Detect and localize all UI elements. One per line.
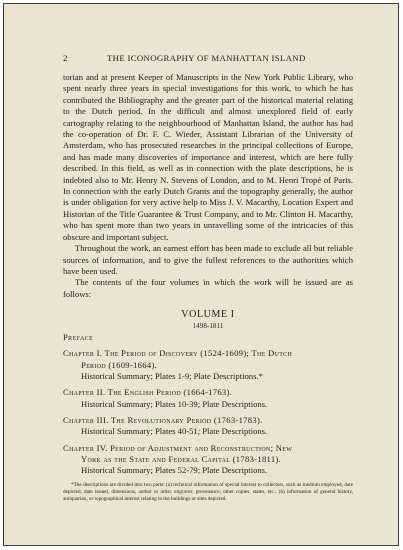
chapter-entry [63, 387, 353, 410]
running-head [63, 53, 353, 65]
body-text [63, 72, 353, 300]
footnote [63, 482, 353, 502]
chapter-entry [63, 348, 353, 382]
chapter-entry [63, 443, 353, 477]
chapter-heading: Chapter IV. Period of Adjustment and Reconstruction; New [63, 442, 293, 453]
contents-list [63, 332, 353, 476]
preface-entry: Preface [63, 332, 94, 343]
body-paragraph: The contents of the four volumes in which the work will be issued are as follows: [63, 277, 353, 299]
book-page [3, 3, 399, 546]
page-content [63, 53, 353, 502]
volume-title: VOLUME I [181, 309, 235, 321]
footnote-text: *The descriptions are divided into two parts: (a) technical information of special interest to collectors, such as medium employed, date depicted, date issued, dimensions, author or artist, engraver, provenance, other copies, states, etc.; (b) information of general history, antiquarian, or topographical interest relating to the buildings or sites depicted. [63, 482, 353, 502]
volume-date-range: 1498-1811 [192, 322, 224, 331]
volume-heading [63, 309, 353, 331]
chapter-details: Historical Summary; Plates 52-79; Plate Descriptions. [81, 465, 268, 476]
chapter-heading: Chapter II. The English Period (1664-1763). [63, 387, 233, 398]
chapter-heading-continued: York as the State and Federal Capital (1783-1811). [81, 453, 282, 464]
chapter-details: Historical Summary; Plates 1-9; Plate Descriptions.* [81, 371, 263, 382]
running-title: THE ICONOGRAPHY OF MANHATTAN ISLAND [107, 53, 306, 63]
chapter-heading: Chapter I. The Period of Discovery (1524-1609); The Dutch [63, 348, 293, 359]
chapter-details: Historical Summary; Plates 40-51; Plate Descriptions. [81, 426, 268, 437]
page-number: 2 [63, 53, 68, 63]
body-paragraph: Throughout the work, an earnest effort has been made to exclude all but reliable sources of information, and to give the fullest references to the authorities which have been used. [63, 243, 353, 276]
chapter-heading-continued: Period (1609-1664). [81, 359, 158, 370]
body-paragraph: torian and at present Keeper of Manuscripts in the New York Public Library, who spent nearly three years in special investigations for this work, to which he has contributed the Bibliography and the greater part of the historical material relating to the Dutch period. In the difficult and almost unexplored field of early cartography relating to the neighbourhood of Manhattan Island, the author has had the co-operation of Dr. F. C. Wieder, Assistant Librarian of the University of Amsterdam, who has prosecuted researches in the principal collections of Europe, and has made many discoveries of importance and interest, which are here fully described. In this field, as well as in connection with the plate descriptions, he is indebted also to Mr. Henry N. Stevens of London, and to M. Henri Tropé of Paris. In connection with the early Dutch Grants and the topography generally, the author is under obligation for very active help to Miss J. V. Macarthy, Location Expert and Historian of the Title Guarantee & Trust Company, and to Mr. Clinton H. Macarthy, who has spent more than two years in unravelling some of the intricacies of this obscure and important subject. [63, 72, 353, 242]
chapter-entry [63, 415, 353, 438]
chapter-details: Historical Summary; Plates 10-39; Plate Descriptions. [81, 398, 268, 409]
chapter-heading: Chapter III. The Revolutionary Period (1763-1783). [63, 414, 263, 425]
